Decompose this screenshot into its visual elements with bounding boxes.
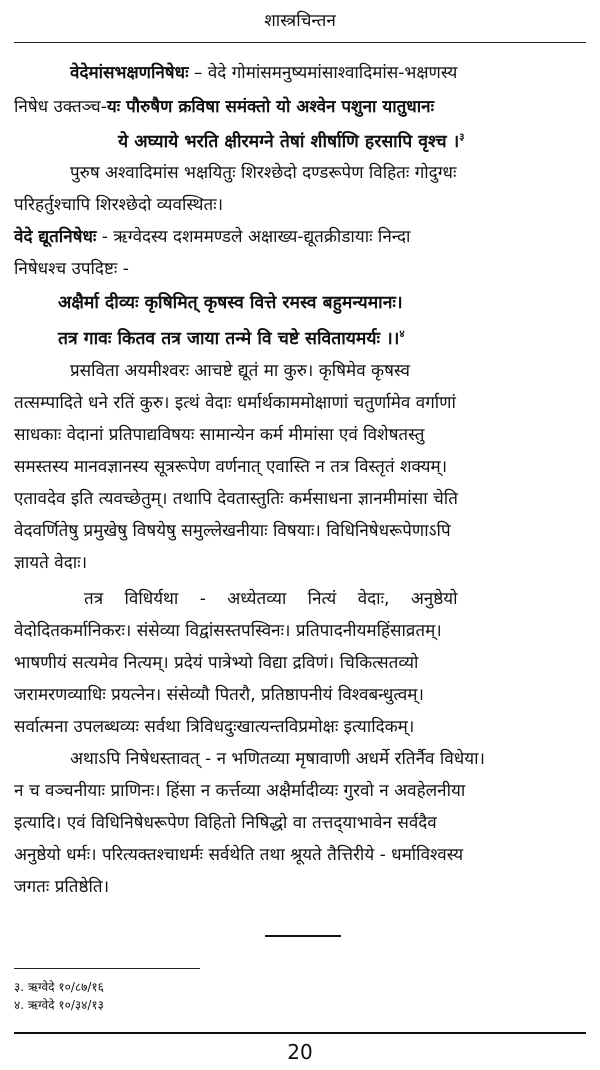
para-meat-prohibition-line-2: निषेध उक्तञ्च-यः पौरुषैण क्रविषा समंक्तो यो अश्वेन पशुना यातुधानः: [14, 97, 435, 117]
body-line: तत्र विधिर्यथा - अध्येतव्या नित्यं वेदाः, अनुष्ठेयो: [84, 589, 458, 609]
body-line: वेदवर्णितेषु प्रमुखेषु विषयेषु समुल्लेखनीयाः विषयाः। विधिनिषेधरूपेणाऽपि: [14, 521, 451, 541]
body-line: तत्सम्पादिते धने रतिं कुरु। इत्थं वेदाः धर्मार्थकाममोक्षाणां चतुर्णामेव वर्गाणां: [14, 393, 456, 413]
body-line: जरामरणव्याधिः प्रयत्नेन। संसेव्यौ पितरौ, प्रतिष्ठापनीयं विश्वबन्धुत्वम्।: [14, 685, 424, 705]
body-line: न च वञ्चनीयाः प्राणिनः। हिंसा न कर्त्तव्या अक्षैर्मादीव्यः गुरवो न अवहेलनीया: [14, 781, 466, 801]
mantra-line-2: ये अघ्याये भरति क्षीरमग्ने तेषां शीर्षाणि हरसापि वृश्च ।$^३$: [118, 131, 465, 152]
footnote-rule: [14, 968, 200, 969]
para-meat-prohibition-line-1: वेदेमांसभक्षणनिषेधः – वेदे गोमांसमनुष्यमांसाश्वादिमांस-भक्षणस्य: [70, 63, 458, 83]
body-line: ज्ञायते वेदाः।: [14, 553, 88, 573]
body-line: प्रसविता अयमीश्वरः आचष्टे द्यूतं मा कुरु। कृषिमेव कृषस्व: [70, 361, 411, 381]
body-line: जगतः प्रतिष्ठेति।: [14, 877, 110, 897]
footnote-3: ३. ऋग्वेदे १०/८७/१६: [14, 980, 104, 994]
body-line: अथाऽपि निषेधस्तावत् - न भणितव्या मृषावाणी अधर्मे रतिर्नैव विधेया।: [70, 749, 485, 769]
footnote-ref-4: ४: [399, 329, 405, 340]
body-line: एतावदेव इति त्यवच्छेतुम्। तथापि देवतास्तुतिः कर्मसाधना ज्ञानमीमांसा चेति: [14, 489, 458, 509]
body-line: सर्वात्मना उपलब्धव्यः सर्वथा त्रिविधदुःखात्यन्तविप्रमोक्षः इत्यादिकम्।: [14, 717, 415, 737]
heading-meat-prohibition: वेदेमांसभक्षणनिषेधः: [70, 63, 189, 83]
running-header: शास्त्रचिन्तन: [264, 11, 336, 31]
verse-line-2: तत्र गावः कितव तत्र जाया तन्मे वि चष्टे सवितायमर्यः ।।$^४$: [58, 328, 405, 349]
footer-rule: [14, 1032, 586, 1034]
body-line: परिहर्तुश्चापि शिरश्छेदो व्यवस्थितः।: [14, 195, 224, 215]
body-line: समस्तस्य मानवज्ञानस्य सूत्ररूपेण वर्णनात् एवास्ति न तत्र विस्तृतं शक्यम्।: [14, 457, 448, 477]
body-line: अनुष्ठेयो धर्मः। परित्यक्तश्चाधर्मः सर्वथेति तथा श्रूयते तैत्तिरीये - धर्माविश्वस्य: [14, 845, 464, 865]
body-line: वेदोदितकर्मानिकरः। संसेव्या विद्वांसस्तपस्विनः। प्रतिपादनीयमहिंसाव्रतम्।: [14, 621, 442, 641]
body-line: भाषणीयं सत्यमेव नित्यम्। प्रदेयं पात्रेभ्यो विद्या द्रविणं। चिकित्सतव्यो: [14, 653, 419, 673]
footnote-4: ४. ऋग्वेदे १०/३४/१३: [14, 998, 104, 1012]
body-line: निषेधश्च उपदिष्टः -: [14, 259, 129, 279]
verse-line-1: अक्षैर्मा दीव्यः कृषिमित् कृषस्व वित्ते रमस्व बहुमन्यमानः।: [58, 293, 403, 313]
mantra-line-1: यः पौरुषैण क्रविषा समंक्तो यो अश्वेन पशुना यातुधानः: [106, 97, 435, 117]
body-line: पुरुष अश्वादिमांस भक्षयितुः शिरश्छेदो दण्डरूपेण विहितः गोदुग्धः: [70, 163, 457, 183]
body-line: इत्यादि। एवं विधिनिषेधरूपेण विहितो निषिद्धो वा तत्तद्‌याभावेन सर्वदैव: [14, 813, 437, 833]
section-separator: [265, 935, 341, 937]
footnote-ref-3: ३: [459, 132, 465, 143]
page-number: 20: [287, 1040, 313, 1064]
header-rule: [14, 42, 586, 43]
heading-gambling-prohibition: वेदे द्यूतनिषेधः: [14, 227, 97, 247]
para-gambling-line-1: वेदे द्यूतनिषेधः - ऋग्वेदस्य दशममण्डले अक्षाख्य-द्यूतक्रीडायाः निन्दा: [14, 227, 411, 247]
body-line: साधकाः वेदानां प्रतिपाद्यविषयः सामान्येन कर्म मीमांसा एवं विशेषतस्तु: [14, 425, 425, 445]
